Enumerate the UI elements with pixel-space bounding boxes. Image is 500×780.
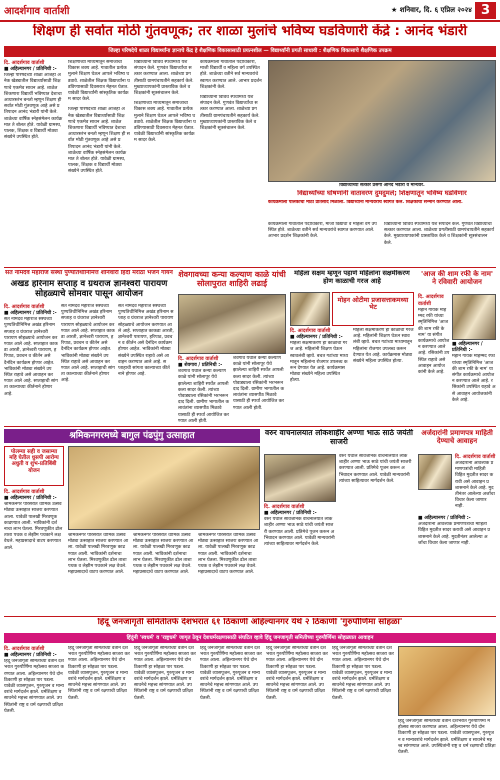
story7-column-2	[339, 454, 414, 614]
lead-photo-caption: विद्यार्थ्यांच्या सत्कार प्रसंगी आनंद भंडारी व मान्यवर.	[339, 183, 425, 188]
lead-photo-subtext: कार्यक्रमाला पालकांचा मोठा प्रतिसाद मिळाला. विद्यार्थ्यांनी मान्यवरांचे स्वागत केले. शिक्षकांचा सन्मान करण्यात आला.	[268, 200, 463, 205]
lead-band: जिल्हा परिषदेचे शाळा विद्यार्थ्यांना ज्ञानाचे केंद्र हे शैक्षणिक विकासासाठी प्रयत्नशील — विद्यार्थ्यांनी प्रगती साधावी : शैक्षणिक विकासाचे शैक्षणिक उपक्रम	[4, 46, 496, 57]
story4-dateline: ■ अहिल्यानगर / प्रतिनिधी :-	[290, 335, 343, 340]
lead-col3b-text: शिक्षणाच्या माध्यमातून समाजाचा विकास शक्य आहे. गावातील प्रत्येक मुलाने शिक्षण घेऊन आपले भविष्य घडवावे. शाळेतील शिक्षक विद्यार्थ्यांना घडविण्यासाठी दिवसरात्र मेहनत घेतात. यावेळी विद्यार्थ्यांनी सांस्कृतिक कार्यक्रम सादर केले.	[134, 101, 196, 144]
story8-text: अर्जदारांनी आवश्यक प्रमाणपत्रांची माहिती विहित मुदतीत सादर करावी असे आवाहन प्रशासनाने केले आहे. मुदतीनंतर आलेल्या अर्जांचा विचार केला जाणार नाही.	[455, 461, 495, 510]
issue-date: ★ शनिवार, दि. ६ एप्रिल २०२४	[391, 5, 472, 14]
lead-photo-subhead: विद्यार्थ्यांच्या घोषणांनी वातावरण दुमदुमले; शिक्षणातून भविष्य घडविणार	[297, 190, 467, 197]
story7-column-1	[264, 504, 336, 614]
story6-box-head: पोलम्या सही व जसाम्या महि घेतील धुसपी आरोग्य अधुती व शुभ-प्रतिबिंबी योजन	[4, 446, 64, 486]
story8-text-2: अर्जदारांनी आवश्यक प्रमाणपत्रांची माहिती विहित मुदतीत सादर करावी असे आवाहन प्रशासनाने केले आहे. मुदतीनंतर आलेल्या अर्जांचा विचार केला जाणार नाही.	[418, 522, 490, 546]
story5-byline: दि. आदर्शगाव वार्ताशी	[418, 294, 444, 307]
lead-column-3	[134, 60, 196, 265]
story4-column-1	[290, 328, 350, 424]
bottom-text-4: हिंदू जनजागृती समितीच्या वतीने देशभरात गुरुपौर्णिमा महोत्सव साजरा करण्यात आला. अहिल्यानगर येथे दोन ठिकाणी हा सोहळा पार पडला. यावेळी व्यासपूजन, गुरुपूजन व मान्यवरांचे मार्गदर्शन झाले. धर्मशिक्षण व साधनेचे महत्त्व सांगण्यात आले. उपस्थितांनी राष्ट्र व धर्म रक्षणाची प्रतिज्ञा घेतली.	[200, 646, 262, 701]
bottom-band: हिंदुंनी 'स्वधर्म' व 'राष्ट्रधर्म' जागृत ठेवून देशधर्मरक्षणासाठी संघटित व्हावे हिंदू जनजागृती समितीच्या गुरुपौर्णिमा सोहळ्यात आवाहन	[4, 633, 496, 643]
bottom-column-3	[134, 646, 196, 776]
story6-text: श्रमिकनगर परिसरात धार्मिक उत्सव मोठ्या उत्साहात साजरा करण्यात आला. यावेळी पालखी मिरवणूक काढण्यात आली. भाविकांनी दर्शनाचा लाभ घेतला. मिरवणुकीत ढोल ताशा पथक व लेझीम पथकाने लक्ष वेधले. महाप्रसादाचे वाटप करण्यात आले.	[4, 502, 63, 551]
story6-column-4	[198, 533, 260, 614]
divider	[4, 426, 496, 427]
story3-column-2	[233, 356, 286, 424]
bottom-byline: दि. आदर्शगाव वार्ताशी	[4, 646, 45, 652]
story2-text-2: संत नामदेव महाराज संस्थेच्या पुण्यतिथीनिमित्त अखंड हरिनाम सप्ताह व ग्रंथराज ज्ञानेश्वरी पारायण सोहळ्याचे आयोजन करण्यात आले आहे. सप्ताहात काकडा आरती, ज्ञानेश्वरी पारायण, हरिपाठ, प्रवचन व कीर्तन असे दैनंदिन कार्यक्रम होणार आहेत. भाविकांनी मोठ्या संख्येने उपस्थित राहावे असे आवाहन करण्यात आले आहे. सप्ताहाची सांगता काल्याच्या कीर्तनाने होणार आहे.	[61, 304, 115, 384]
story8-byline: दि. आदर्शगाव वार्ताशी	[455, 454, 496, 460]
lead-col4b-text: विद्यार्थ्यांनी विविध स्पर्धांमध्ये यश संपादन केले. गुणवंत विद्यार्थ्यांचा सत्कार करण्यात आला. शाळेच्या प्रगतीसाठी ग्रामपंचायतीने सहकार्य केले. मुख्याध्यापकांनी प्रास्ताविक केले व शिक्षकांनी सूत्रसंचालन केले.	[200, 95, 260, 132]
lead-col4-text: कार्यक्रमाला गावातील पदाधिकारी, माजी विद्यार्थी व महिला वर्ग उपस्थित होते. शाळेच्या वतीने सर्व मान्यवरांचे स्वागत करण्यात आले. आभार प्रदर्शन शिक्षकांनी केले.	[200, 60, 262, 90]
lead-column-2	[68, 60, 130, 265]
bottom-dateline: ■ अहिल्यानगर / प्रतिनिधी :-	[4, 653, 57, 658]
story2-kicker: संत नामदेव महाराज संस्था पुण्यतिथीनिमित्त शनिवारी हिंदी मराठी भजन गायन	[5, 270, 173, 276]
story7-dateline: ■ अहिल्यानगर / प्रतिनिधी :-	[264, 511, 317, 516]
bottom-text: हिंदू जनजागृती समितीच्या वतीने देशभरात गुरुपौर्णिमा महोत्सव साजरा करण्यात आला. अहिल्यानगर येथे दोन ठिकाणी हा सोहळा पार पडला. यावेळी व्यासपूजन, गुरुपूजन व मान्यवरांचे मार्गदर्शन झाले. धर्मशिक्षण व साधनेचे महत्त्व सांगण्यात आले. उपस्थितांनी राष्ट्र व धर्म रक्षणाची प्रतिज्ञा घेतली.	[4, 659, 64, 714]
paper-name: आदर्शगाव वार्ताशी	[4, 6, 70, 17]
bottom-column-4	[200, 646, 262, 776]
story8-column-1	[455, 454, 496, 514]
story3-text-2: शेवगाव येथील कन्या कल्याण काळे यांनी सोलापूर येथे झालेल्या शाहिरी स्पर्धेत आपली कला सादर केली. त्यांच्या पोवाड्याला रसिकांनी भरभरून दाद दिली. ग्रामीण भागातील कलावंतांना व्यासपीठ मिळावे यासाठी ही स्पर्धा आयोजित करण्यात आली होती.	[233, 356, 285, 411]
story6-text-4: श्रमिकनगर परिसरात धार्मिक उत्सव मोठ्या उत्साहात साजरा करण्यात आला. यावेळी पालखी मिरवणूक काढण्यात आली. भाविकांनी दर्शनाचा लाभ घेतला. मिरवणुकीत ढोल ताशा पथक व लेझीम पथकाने लक्ष वेधले. महाप्रसादाचे वाटप करण्यात आले.	[198, 533, 259, 576]
story7-photo	[264, 454, 336, 502]
lead-photo-col-a	[268, 222, 380, 265]
lead-column-4	[200, 60, 264, 265]
story6-column-3	[133, 533, 195, 614]
story7-byline: दि. आदर्शगाव वार्ताशी	[264, 504, 305, 510]
divider	[4, 616, 496, 617]
story2-byline: दि. आदर्शगाव वार्ताशी	[4, 304, 45, 310]
story5-column-2	[452, 342, 496, 424]
bottom-headline: हिंदू जनजागृती समितीतर्फे देशभरात ६१ ठिकाणी अहिल्यानगर येथे २ ठिकाणी 'गुरुपौर्णिमा सोहळा'	[97, 618, 403, 627]
story8-column-2	[418, 516, 496, 614]
story2-text: संत नामदेव महाराज संस्थेच्या पुण्यतिथीनिमित्त अखंड हरिनाम सप्ताह व ग्रंथराज ज्ञानेश्वरी पारायण सोहळ्याचे आयोजन करण्यात आले आहे. सप्ताहात काकडा आरती, ज्ञानेश्वरी पारायण, हरिपाठ, प्रवचन व कीर्तन असे दैनंदिन कार्यक्रम होणार आहेत. भाविकांनी मोठ्या संख्येने उपस्थित राहावे असे आवाहन करण्यात आले आहे. सप्ताहाची सांगता काल्याच्या कीर्तनाने होणार आहे.	[4, 317, 58, 397]
lead-dateline: ■ अहिल्यानगर / प्रतिनिधी :-	[4, 67, 57, 72]
story8-dateline: ■ अहिल्यानगर / प्रतिनिधी :-	[418, 516, 471, 521]
story4-text-2: महिला सक्षमीकरण ही काळाची गरज आहे. महिलांनी शिक्षण घेऊन स्वावलंबी व्हावे. बचत गटांच्या माध्यमातून महिलांना रोजगार उपलब्ध करून देण्यात येत आहे. कार्यक्रमास मोठ्या संख्येने महिला उपस्थित होत्या.	[353, 328, 414, 365]
story7-text-2: वरुर येथील सार्वजनिक वाचनालयात लोकशाहीर अण्णा भाऊ साठे यांची जयंती साजरी करण्यात आली. प्रतिमेचे पूजन करून अभिवादन करण्यात आले. यावेळी मान्यवरांनी त्यांच्या साहित्यावर मार्गदर्शन केले.	[339, 454, 412, 484]
bottom-column-6	[332, 646, 394, 776]
divider	[4, 267, 496, 268]
story4-byline: दि. आदर्शगाव वार्ताशी	[290, 328, 331, 334]
story3-column-1	[178, 356, 230, 424]
lead-byline: दि. आदर्शगाव वार्ताशी	[4, 60, 45, 66]
bottom-text-3: हिंदू जनजागृती समितीच्या वतीने देशभरात गुरुपौर्णिमा महोत्सव साजरा करण्यात आला. अहिल्यानगर येथे दोन ठिकाणी हा सोहळा पार पडला. यावेळी व्यासपूजन, गुरुपूजन व मान्यवरांचे मार्गदर्शन झाले. धर्मशिक्षण व साधनेचे महत्त्व सांगण्यात आले. उपस्थितांनी राष्ट्र व धर्म रक्षणाची प्रतिज्ञा घेतली.	[134, 646, 196, 701]
story6-column-1	[4, 489, 64, 614]
story4-photo	[290, 292, 330, 326]
story3-text: शेवगाव येथील कन्या कल्याण काळे यांनी सोलापूर येथे झालेल्या शाहिरी स्पर्धेत आपली कला सादर केली. त्यांच्या पोवाड्याला रसिकांनी भरभरून दाद दिली. ग्रामीण भागातील कलावंतांना व्यासपीठ मिळावे यासाठी ही स्पर्धा आयोजित करण्यात आली होती.	[178, 369, 230, 424]
bottom-text-6: हिंदू जनजागृती समितीच्या वतीने देशभरात गुरुपौर्णिमा महोत्सव साजरा करण्यात आला. अहिल्यानगर येथे दोन ठिकाणी हा सोहळा पार पडला. यावेळी व्यासपूजन, गुरुपूजन व मान्यवरांचे मार्गदर्शन झाले. धर्मशिक्षण व साधनेचे महत्त्व सांगण्यात आले. उपस्थितांनी राष्ट्र व धर्म रक्षणाची प्रतिज्ञा घेतली.	[332, 646, 394, 701]
bottom-photo	[398, 646, 496, 716]
story8-photo	[418, 454, 452, 490]
story2-text-3: संत नामदेव महाराज संस्थेच्या पुण्यतिथीनिमित्त अखंड हरिनाम सप्ताह व ग्रंथराज ज्ञानेश्वरी पारायण सोहळ्याचे आयोजन करण्यात आले आहे. सप्ताहात काकडा आरती, ज्ञानेश्वरी पारायण, हरिपाठ, प्रवचन व कीर्तन असे दैनंदिन कार्यक्रम होणार आहेत. भाविकांनी मोठ्या संख्येने उपस्थित राहावे असे आवाहन करण्यात आले आहे. सप्ताहाची सांगता काल्याच्या कीर्तनाने होणार आहे.	[118, 304, 174, 378]
story7-headline: वरुर वाचनालयात लोकशाहीर अण्णा भाऊ साठे जयंती साजरी	[265, 429, 413, 446]
story4-column-2	[353, 328, 414, 424]
story6-byline: दि. आदर्शगाव वार्ताशी	[4, 489, 45, 495]
lead-photo-col-a-text: कार्यक्रमाला गावातील पदाधिकारी, माजी विद्यार्थी व महिला वर्ग उपस्थित होते. शाळेच्या वतीने सर्व मान्यवरांचे स्वागत करण्यात आले. आभार प्रदर्शन शिक्षकांनी केले.	[268, 222, 377, 240]
bottom-text-2: हिंदू जनजागृती समितीच्या वतीने देशभरात गुरुपौर्णिमा महोत्सव साजरा करण्यात आला. अहिल्यानगर येथे दोन ठिकाणी हा सोहळा पार पडला. यावेळी व्यासपूजन, गुरुपूजन व मान्यवरांचे मार्गदर्शन झाले. धर्मशिक्षण व साधनेचे महत्त्व सांगण्यात आले. उपस्थितांनी राष्ट्र व धर्म रक्षणाची प्रतिज्ञा घेतली.	[68, 646, 130, 701]
story7-text: वरुर येथील सार्वजनिक वाचनालयात लोकशाहीर अण्णा भाऊ साठे यांची जयंती साजरी करण्यात आली. प्रतिमेचे पूजन करून अभिवादन करण्यात आले. यावेळी मान्यवरांनी त्यांच्या साहित्यावर मार्गदर्शन केले.	[264, 517, 335, 548]
bottom-column-5	[266, 646, 328, 776]
lead-col1-text: जिल्हा परिषदेच्या शाळा आजही अनेक खेड्यातील विद्यार्थ्यांसाठी शिक्षणाचे एकमेव साधन आहे. शाळेत शिकणारा विद्यार्थी भविष्यात देशाचा आधारस्तंभ बनतो म्हणून शिक्षण ही सर्वात मोठी गुंतवणूक आहे असे प्रतिपादन आनंद भंडारी यांनी केले. शाळेच्या वार्षिक स्नेहसंमेलन कार्यक्रमात ते बोलत होते. यावेळी ग्रामस्थ, पालक, शिक्षक व विद्यार्थी मोठ्या संख्येने उपस्थित होते.	[4, 73, 63, 141]
story6-text-2: श्रमिकनगर परिसरात धार्मिक उत्सव मोठ्या उत्साहात साजरा करण्यात आला. यावेळी पालखी मिरवणूक काढण्यात आली. भाविकांनी दर्शनाचा लाभ घेतला. मिरवणुकीत ढोल ताशा पथक व लेझीम पथकाने लक्ष वेधले. महाप्रसादाचे वाटप करण्यात आले.	[68, 533, 129, 576]
story4-side-head: मोहन ओटीमा प्रजासत्ताकमध्या भेट	[332, 292, 414, 326]
story5-headline: 'आज की शाम रफी के नाम' ने रविवारी आयोजन	[420, 270, 494, 287]
story3-dateline: ■ शेवगाव / प्रतिनिधी :-	[178, 363, 223, 368]
bottom-column-7	[398, 719, 496, 776]
lead-col3-text: विद्यार्थ्यांनी विविध स्पर्धांमध्ये यश संपादन केले. गुणवंत विद्यार्थ्यांचा सत्कार करण्यात आला. शाळेच्या प्रगतीसाठी ग्रामपंचायतीने सहकार्य केले. मुख्याध्यापकांनी प्रास्ताविक केले व शिक्षकांनी सूत्रसंचालन केले.	[134, 60, 194, 97]
story5-dateline: ■ अहिल्यानगर / प्रतिनिधी :-	[452, 342, 483, 354]
story4-headline: महिला सक्षम म्हणून पहाणे महिलांना सक्षमीकरण होण काळाची गरज आहे	[294, 270, 410, 285]
story8-headline: अर्जदारांनी प्रमाणपत्र माहिती देण्याचे आवाहन	[421, 429, 493, 446]
lead-photo-col-b	[384, 222, 496, 265]
story6-banner: श्रमिकनगरमध्ये बागुल पंढपुंगु उत्साहात	[4, 429, 260, 443]
story5-text-2: महान गायक मोहम्मद रफी यांच्या स्मृतिनिमित्त 'आज की शाम रफी के नाम' या संगीत कार्यक्रमाचे आयोजन करण्यात आले आहे. रसिकांनी उपस्थित राहावे असे आवाहन आयोजकांनी केले आहे.	[452, 354, 496, 403]
story6-column-2	[68, 533, 130, 614]
story5-column-1	[418, 294, 450, 424]
lead-column-1	[4, 60, 64, 265]
story2-column-2	[61, 304, 115, 424]
bottom-column-2	[68, 646, 130, 776]
story5-photo	[452, 294, 496, 340]
story5-text: महान गायक मोहम्मद रफी यांच्या स्मृतिनिमित्त 'आज की शाम रफी के नाम' या संगीत कार्यक्रमाचे आयोजन करण्यात आले आहे. रसिकांनी उपस्थित राहावे असे आवाहन आयोजकांनी केले आहे.	[418, 308, 450, 376]
story6-dateline: ■ अहिल्यानगर / प्रतिनिधी :-	[4, 496, 57, 501]
story4-text: महिला सक्षमीकरण ही काळाची गरज आहे. महिलांनी शिक्षण घेऊन स्वावलंबी व्हावे. बचत गटांच्या माध्यमातून महिलांना रोजगार उपलब्ध करून देण्यात येत आहे. कार्यक्रमास मोठ्या संख्येने महिला उपस्थित होत्या.	[290, 341, 349, 384]
story6-text-3: श्रमिकनगर परिसरात धार्मिक उत्सव मोठ्या उत्साहात साजरा करण्यात आला. यावेळी पालखी मिरवणूक काढण्यात आली. भाविकांनी दर्शनाचा लाभ घेतला. मिरवणुकीत ढोल ताशा पथक व लेझीम पथकाने लक्ष वेधले. महाप्रसादाचे वाटप करण्यात आले.	[133, 533, 194, 576]
story2-column-1	[4, 304, 58, 424]
page-number: 3	[475, 2, 496, 19]
lead-col2b-text: जिल्हा परिषदेच्या शाळा आजही अनेक खेड्यातील विद्यार्थ्यांसाठी शिक्षणाचे एकमेव साधन आहे. शाळेत शिकणारा विद्यार्थी भविष्यात देशाचा आधारस्तंभ बनतो म्हणून शिक्षण ही सर्वात मोठी गुंतवणूक आहे असे प्रतिपादन आनंद भंडारी यांनी केले. शाळेच्या वार्षिक स्नेहसंमेलन कार्यक्रमात ते बोलत होते. यावेळी ग्रामस्थ, पालक, शिक्षक व विद्यार्थी मोठ्या संख्येने उपस्थित होते.	[68, 107, 130, 175]
story3-photo	[178, 294, 286, 354]
bottom-column-1	[4, 646, 64, 776]
masthead	[0, 0, 500, 22]
bottom-text-7: हिंदू जनजागृती समितीच्या वतीने देशभरात गुरुपौर्णिमा महोत्सव साजरा करण्यात आला. अहिल्यानगर येथे दोन ठिकाणी हा सोहळा पार पडला. यावेळी व्यासपूजन, गुरुपूजन व मान्यवरांचे मार्गदर्शन झाले. धर्मशिक्षण व साधनेचे महत्त्व सांगण्यात आले. उपस्थितांनी राष्ट्र व धर्म रक्षणाची प्रतिज्ञा घेतली.	[398, 719, 496, 756]
bottom-text-5: हिंदू जनजागृती समितीच्या वतीने देशभरात गुरुपौर्णिमा महोत्सव साजरा करण्यात आला. अहिल्यानगर येथे दोन ठिकाणी हा सोहळा पार पडला. यावेळी व्यासपूजन, गुरुपूजन व मान्यवरांचे मार्गदर्शन झाले. धर्मशिक्षण व साधनेचे महत्त्व सांगण्यात आले. उपस्थितांनी राष्ट्र व धर्म रक्षणाची प्रतिज्ञा घेतली.	[266, 646, 328, 701]
lead-headline: शिक्षण ही सर्वात मोठी गुंतवणूक; तर शाळा मुलांचे भविष्य घडविणारी केंद्रे : आनंद भंडारी	[32, 24, 468, 39]
story2-dateline: ■ अहिल्यानगर / प्रतिनिधी :-	[4, 311, 57, 316]
story2-column-3	[118, 304, 174, 424]
story6-photo	[68, 446, 260, 530]
story3-headline: शेवगावच्या कन्या कल्याण काळे यांची सोलापुरात शाहिरी लढाई	[178, 270, 286, 289]
story3-byline: दि. आदर्शगाव वार्ताशी	[178, 356, 219, 362]
lead-photo	[268, 60, 496, 182]
lead-photo-col-b-text: विद्यार्थ्यांनी विविध स्पर्धांमध्ये यश संपादन केले. गुणवंत विद्यार्थ्यांचा सत्कार करण्यात आला. शाळेच्या प्रगतीसाठी ग्रामपंचायतीने सहकार्य केले. मुख्याध्यापकांनी प्रास्ताविक केले व शिक्षकांनी सूत्रसंचालन केले.	[384, 222, 495, 246]
lead-col2-text: शिक्षणाच्या माध्यमातून समाजाचा विकास शक्य आहे. गावातील प्रत्येक मुलाने शिक्षण घेऊन आपले भविष्य घडवावे. शाळेतील शिक्षक विद्यार्थ्यांना घडविण्यासाठी दिवसरात्र मेहनत घेतात. यावेळी विद्यार्थ्यांनी सांस्कृतिक कार्यक्रम सादर केले.	[68, 60, 130, 103]
story2-headline: अखंड हरिनाम सप्ताह व ग्रंथराज ज्ञानेश्वरी पारायण सोहळ्याचे सोमवार पासून आयोजन	[10, 280, 168, 299]
